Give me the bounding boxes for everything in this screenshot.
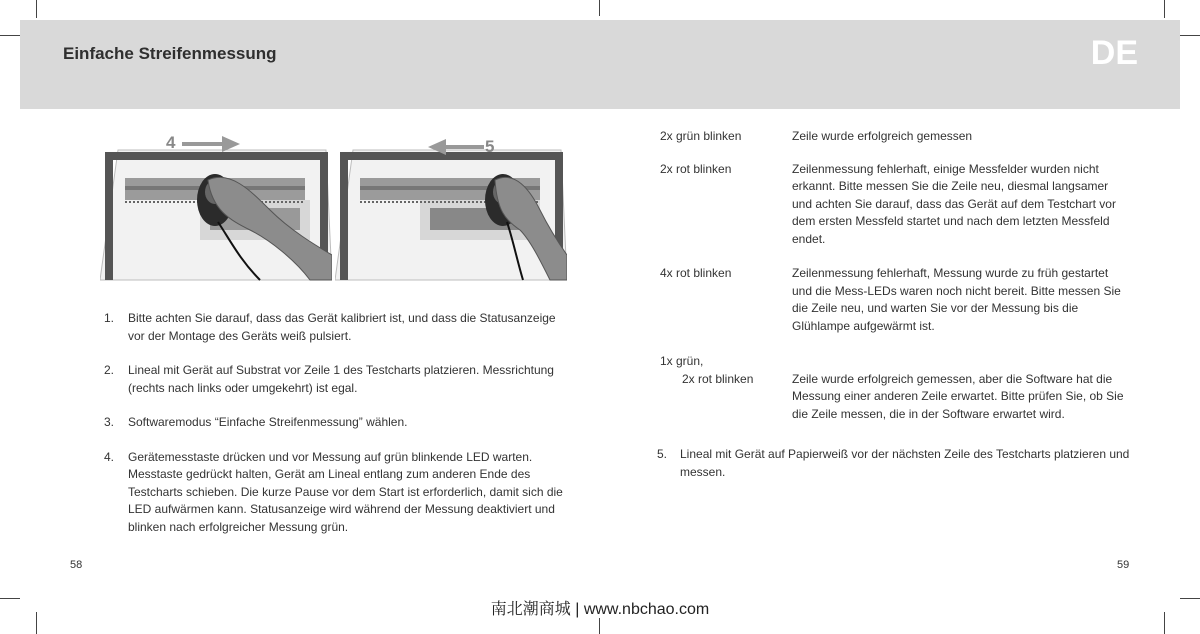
step-number: 4. (104, 449, 115, 464)
crop-mark (1164, 0, 1165, 18)
led-condition: 2x rot blinken (660, 161, 732, 176)
crop-mark (599, 618, 600, 634)
page-title: Einfache Streifenmessung (63, 44, 277, 63)
step-number: 2. (104, 363, 115, 377)
led-description: Zeile wurde erfolgreich gemessen (792, 129, 973, 143)
page-number-right: 59 (1117, 559, 1130, 571)
crop-mark (1180, 35, 1200, 36)
list-item (657, 446, 1150, 481)
step-number: 3. (104, 415, 115, 429)
measurement-illustration-step-4 (100, 130, 332, 282)
table-row (660, 353, 1130, 423)
step-4-label: 4 (166, 133, 176, 152)
led-description: Zeilenmessung fehlerhaft, Messung wurde zu früh gestartet und die Mess-LEDs waren noch nicht bereit. Bitte messen Sie die Zeile neu, und warten Sie vor der Messung bis die Glühlampe aufgewärmt ist. (792, 266, 1121, 333)
language-badge: DE (1090, 34, 1138, 72)
arrow-right-icon (182, 136, 240, 152)
led-condition: 4x rot blinken (660, 266, 732, 280)
list-item (104, 362, 574, 397)
table-row (660, 161, 1130, 249)
footer-url: 南北潮商城 | www.nbchao.com (490, 601, 710, 618)
crop-mark (599, 0, 600, 16)
header-band (20, 20, 1180, 109)
step-text: Bitte achten Sie darauf, dass das Gerät kalibriert ist, und dass die Statusanzeige vor der Montage des Geräts weiß pulsiert. (128, 311, 556, 343)
step-number: 5. (657, 447, 668, 461)
led-description: Zeile wurde erfolgreich gemessen, aber die Software hat die Messung einer anderen Zeile erwartet. Bitte prüfen Sie, ob Sie die Zeile messen, die in der Software erwartet wird. (792, 371, 1124, 421)
list-item (104, 414, 574, 432)
crop-mark (36, 0, 37, 18)
table-row (660, 265, 1130, 335)
led-condition: 1x grün, (660, 354, 704, 368)
table-row (660, 128, 1130, 146)
step-text: Gerätemesstaste drücken und vor Messung auf grün blinkende LED warten. Messtaste gedrückt halten, Gerät am Lineal entlang zum anderen Ende des Testcharts schieben. Die kurze Pause vor dem Start ist erforderlich, damit sich die LED aufwärmen kann. Statusanzeige wird während der Messung deaktiviert und blinken nach erfolgreicher Messung grün. (128, 449, 563, 534)
list-item (104, 310, 574, 345)
led-condition: 2x grün blinken (660, 129, 742, 143)
step-text: Lineal mit Gerät auf Substrat vor Zeile 1 des Testcharts platzieren. Messrichtung (rechts nach links oder umgekehrt) ist egal. (128, 363, 554, 395)
step-text: Softwaremodus “Einfache Streifenmessung” wählen. (128, 415, 408, 429)
instruction-steps (104, 310, 574, 553)
arrow-left-icon (428, 139, 484, 155)
step-text: Lineal mit Gerät auf Papierweiß vor der nächsten Zeile des Testcharts platzieren und messen. (680, 447, 1130, 479)
step-number: 1. (104, 311, 115, 325)
led-condition: 2x rot blinken (682, 371, 754, 386)
step-5-label: 5 (485, 137, 495, 156)
page-number-left: 58 (70, 559, 83, 571)
led-description: Zeilenmessung fehlerhaft, einige Messfelder wurden nicht erkannt. Bitte messen Sie die Zeile neu, diesmal langsamer und achten Sie darauf, dass das Gerät auf dem Testchart vor dem ersten Messfeld startet und nach dem letzten Messfeld endet. (792, 161, 1116, 246)
list-item (104, 449, 574, 537)
led-status-table (660, 128, 1130, 423)
crop-mark (0, 35, 20, 36)
